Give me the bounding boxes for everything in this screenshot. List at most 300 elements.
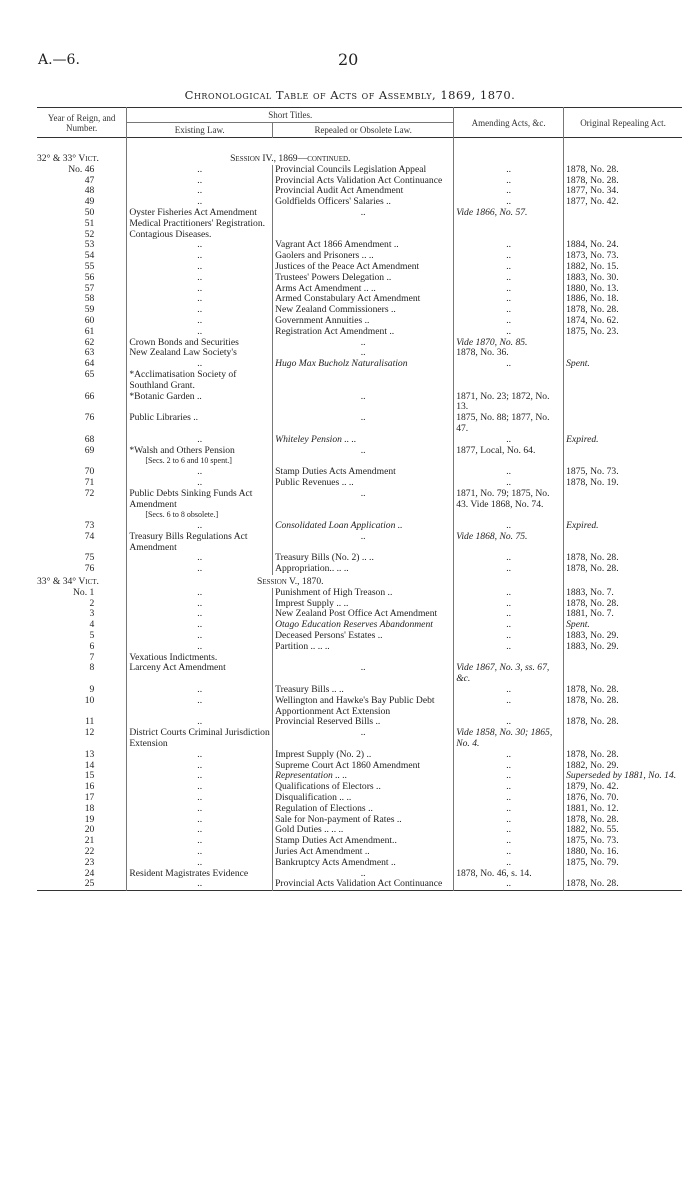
original-repealing-act: 1875, No. 73. — [564, 467, 682, 478]
repealed-law: Stamp Duties Act Amendment.. — [273, 836, 454, 847]
repealed-law: Appropriation.. .. .. — [273, 564, 454, 575]
existing-law: .. — [127, 273, 273, 284]
amending-acts: .. — [454, 782, 564, 793]
table-row — [37, 728, 682, 750]
original-repealing-act: 1884, No. 24. — [564, 240, 682, 251]
existing-law: .. — [127, 240, 273, 251]
repealed-law: Deceased Persons' Estates .. — [273, 631, 454, 642]
act-number: 51 — [84, 217, 95, 229]
repealed-law: Treasury Bills (No. 2) .. .. — [273, 553, 454, 564]
amending-acts: .. — [454, 771, 564, 782]
empty-cell — [454, 138, 564, 165]
existing-law: Larceny Act Amendment — [127, 663, 273, 685]
original-repealing-act: 1875, No. 73. — [564, 836, 682, 847]
amending-acts: .. — [454, 750, 564, 761]
act-number: No. 1 — [72, 586, 95, 598]
amending-acts: .. — [454, 294, 564, 305]
repealed-law: .. — [273, 348, 454, 359]
page-title: Chronological Table of Acts of Assembly, 1869, 1870. — [184, 88, 516, 102]
amending-acts: .. — [454, 273, 564, 284]
original-repealing-act — [564, 208, 682, 219]
existing-law: .. — [127, 316, 273, 327]
existing-law: .. — [127, 642, 273, 653]
amending-acts: .. — [454, 197, 564, 208]
existing-law: Treasury Bills Regulations Act Amendment — [127, 532, 273, 554]
original-repealing-act: 1873, No. 73. — [564, 251, 682, 262]
repealed-law: Provincial Acts Validation Act Continuance — [273, 176, 454, 187]
existing-law: .. — [127, 262, 273, 273]
repealed-law: Hugo Max Bucholz Naturalisation — [273, 359, 454, 370]
existing-law: Resident Magistrates Evidence — [127, 869, 273, 880]
act-number: 54 — [84, 250, 95, 262]
original-repealing-act: 1882, No. 55. — [564, 825, 682, 836]
existing-law: .. — [127, 836, 273, 847]
amending-acts: .. — [454, 599, 564, 610]
amending-acts: Vide 1858, No. 30; 1865, No. 4. — [454, 728, 564, 750]
amending-acts: .. — [454, 631, 564, 642]
repealed-law: New Zealand Commissioners .. — [273, 305, 454, 316]
repealed-law — [273, 219, 454, 230]
empty-cell — [564, 575, 682, 588]
amending-acts: .. — [454, 305, 564, 316]
amending-acts: .. — [454, 879, 564, 890]
existing-law: .. — [127, 197, 273, 208]
original-repealing-act: 1883, No. 29. — [564, 642, 682, 653]
act-number: 24 — [84, 867, 95, 879]
original-repealing-act: 1878, No. 28. — [564, 717, 682, 728]
col-year: Year of Reign, and Number. — [47, 112, 116, 133]
existing-law: .. — [127, 631, 273, 642]
act-number: 13 — [84, 748, 95, 760]
act-number: 11 — [85, 716, 95, 728]
original-repealing-act: 1878, No. 28. — [564, 564, 682, 575]
repealed-law: Provincial Reserved Bills .. — [273, 717, 454, 728]
original-repealing-act: 1875, No. 23. — [564, 327, 682, 338]
existing-law: Medical Practitioners' Registration. — [127, 219, 273, 230]
amending-acts: .. — [454, 359, 564, 370]
page-ref: A.—6. — [38, 52, 80, 68]
act-number: 62 — [84, 336, 95, 348]
amending-acts: .. — [454, 685, 564, 696]
col-existing: Existing Law. — [127, 123, 273, 138]
original-repealing-act: 1877, No. 42. — [564, 197, 682, 208]
act-number: 64 — [84, 358, 95, 370]
session-label: Session IV., 1869—continued. — [127, 138, 454, 165]
amending-acts: .. — [454, 847, 564, 858]
acts-table — [37, 107, 682, 891]
repealed-law: Stamp Duties Acts Amendment — [273, 467, 454, 478]
repealed-law: Sale for Non-payment of Rates .. — [273, 815, 454, 826]
original-repealing-act — [564, 392, 682, 414]
act-number: 19 — [84, 813, 95, 825]
amending-acts — [454, 370, 564, 392]
act-number: 55 — [84, 260, 95, 272]
amending-acts: Vide 1867, No. 3, ss. 67, &c. — [454, 663, 564, 685]
amending-acts: 1878, No. 36. — [454, 348, 564, 359]
repealed-law: Justices of the Peace Act Amendment — [273, 262, 454, 273]
amending-acts: 1871, No. 23; 1872, No. 13. — [454, 392, 564, 414]
act-number: 63 — [84, 347, 95, 359]
act-number: 66 — [84, 390, 95, 402]
original-repealing-act: Spent. — [564, 359, 682, 370]
amending-acts: .. — [454, 620, 564, 631]
original-repealing-act: 1882, No. 29. — [564, 761, 682, 772]
existing-law: .. — [127, 782, 273, 793]
repealed-law: Provincial Councils Legislation Appeal — [273, 165, 454, 176]
original-repealing-act: Superseded by 1881, No. 14. — [564, 771, 682, 782]
repealed-law: Imprest Supply (No. 2) .. — [273, 750, 454, 761]
session-label: Session V., 1870. — [127, 575, 454, 588]
repealed-law: Provincial Audit Act Amendment — [273, 186, 454, 197]
act-number: 15 — [84, 770, 95, 782]
existing-law: .. — [127, 553, 273, 564]
act-number: 74 — [84, 530, 95, 542]
original-repealing-act: 1874, No. 62. — [564, 316, 682, 327]
table-row — [37, 696, 682, 718]
original-repealing-act: 1878, No. 28. — [564, 305, 682, 316]
amending-acts: .. — [454, 588, 564, 599]
original-repealing-act: Spent. — [564, 620, 682, 631]
act-number: 22 — [84, 846, 95, 857]
repealed-law: Vagrant Act 1866 Amendment .. — [273, 240, 454, 251]
amending-acts: .. — [454, 435, 564, 446]
original-repealing-act — [564, 370, 682, 392]
repealed-law: .. — [273, 413, 454, 435]
existing-law: .. — [127, 761, 273, 772]
existing-law: .. — [127, 696, 273, 718]
existing-law: .. — [127, 879, 273, 890]
existing-law: Contagious Diseases. — [127, 230, 273, 241]
original-repealing-act: 1881, No. 12. — [564, 804, 682, 815]
table-row — [37, 879, 682, 890]
existing-law: .. — [127, 251, 273, 262]
act-number: 2 — [89, 597, 95, 609]
existing-law: Public Debts Sinking Funds Act Amendment [Secs. 6 to 8 obsolete.] — [127, 489, 273, 521]
original-repealing-act: 1878, No. 28. — [564, 553, 682, 564]
col-repealed: Repealed or Obsolete Law. — [273, 123, 454, 138]
repealed-law: .. — [273, 338, 454, 349]
existing-law: .. — [127, 825, 273, 836]
table-row — [37, 750, 682, 761]
repealed-law: Imprest Supply .. .. — [273, 599, 454, 610]
col-short-titles: Short Titles. — [127, 108, 454, 123]
col-amending: Amending Acts, &c. — [454, 108, 564, 138]
existing-law: .. — [127, 327, 273, 338]
existing-law: .. — [127, 165, 273, 176]
existing-law: .. — [127, 771, 273, 782]
repealed-law: Representation .. .. — [273, 771, 454, 782]
repealed-law: .. — [273, 446, 454, 468]
amending-acts: .. — [454, 553, 564, 564]
original-repealing-act: 1878, No. 28. — [564, 879, 682, 890]
original-repealing-act: 1877, No. 34. — [564, 186, 682, 197]
act-number: 76 — [84, 412, 95, 424]
repealed-law: .. — [273, 392, 454, 414]
act-number: 9 — [89, 684, 95, 696]
act-number: 72 — [84, 487, 95, 499]
act-number: 14 — [84, 759, 95, 771]
original-repealing-act: 1878, No. 28. — [564, 815, 682, 826]
act-number: 6 — [89, 640, 95, 652]
original-repealing-act: 1881, No. 7. — [564, 609, 682, 620]
act-number: 60 — [84, 314, 95, 326]
amending-acts: .. — [454, 521, 564, 532]
existing-law: .. — [127, 847, 273, 858]
repealed-law: .. — [273, 489, 454, 521]
existing-law: .. — [127, 305, 273, 316]
act-number: 57 — [84, 282, 95, 294]
act-number: 61 — [84, 325, 95, 337]
amending-acts: 1875, No. 88; 1877, No. 47. — [454, 413, 564, 435]
existing-law: .. — [127, 815, 273, 826]
existing-law: .. — [127, 359, 273, 370]
existing-law: .. — [127, 588, 273, 599]
act-number: 73 — [84, 520, 95, 532]
repealed-law: Trustees' Powers Delegation .. — [273, 273, 454, 284]
act-number: 5 — [89, 630, 95, 642]
existing-law: .. — [127, 858, 273, 869]
amending-acts: .. — [454, 815, 564, 826]
original-repealing-act: 1880, No. 13. — [564, 284, 682, 295]
table-row — [37, 663, 682, 685]
original-repealing-act: 1886, No. 18. — [564, 294, 682, 305]
amending-acts: Vide 1870, No. 85. — [454, 338, 564, 349]
act-number: 12 — [84, 727, 95, 739]
amending-acts: .. — [454, 240, 564, 251]
original-repealing-act: 1878, No. 28. — [564, 176, 682, 187]
existing-law: .. — [127, 685, 273, 696]
existing-law: .. — [127, 284, 273, 295]
amending-acts: .. — [454, 717, 564, 728]
existing-law: Public Libraries .. — [127, 413, 273, 435]
amending-acts: .. — [454, 478, 564, 489]
act-number: 68 — [84, 433, 95, 445]
act-number: 3 — [89, 608, 95, 620]
original-repealing-act: Expired. — [564, 435, 682, 446]
act-number: 21 — [84, 835, 95, 847]
act-number: 71 — [84, 476, 95, 488]
act-number: 48 — [84, 185, 95, 197]
table-row — [37, 165, 682, 176]
existing-law: .. — [127, 521, 273, 532]
existing-law: .. — [127, 793, 273, 804]
existing-law: Oyster Fisheries Act Amendment — [127, 208, 273, 219]
original-repealing-act: 1878, No. 28. — [564, 599, 682, 610]
existing-law: .. — [127, 176, 273, 187]
repealed-law: Whiteley Pension .. .. — [273, 435, 454, 446]
act-number: 7 — [89, 651, 95, 663]
amending-acts: .. — [454, 262, 564, 273]
act-number: 50 — [84, 206, 95, 218]
act-number: 10 — [84, 694, 95, 706]
original-repealing-act — [564, 489, 682, 521]
original-repealing-act: 1878, No. 28. — [564, 165, 682, 176]
act-number: 53 — [84, 239, 95, 251]
existing-law: *Acclimatisation Society of Southland Grant. — [127, 370, 273, 392]
act-number: No. 46 — [68, 163, 95, 175]
existing-law: District Courts Criminal Jurisdiction Extension — [127, 728, 273, 750]
original-repealing-act — [564, 413, 682, 435]
table-row — [37, 273, 682, 284]
repealed-law: Public Revenues .. .. — [273, 478, 454, 489]
section-note: [Secs. 6 to 8 obsolete.] — [145, 510, 219, 520]
col-original: Original Repealing Act. — [564, 108, 682, 138]
original-repealing-act — [564, 532, 682, 554]
original-repealing-act: 1883, No. 7. — [564, 588, 682, 599]
existing-law: .. — [127, 186, 273, 197]
amending-acts: .. — [454, 761, 564, 772]
session-year: 33° & 34° Vict. — [37, 576, 99, 588]
amending-acts: .. — [454, 696, 564, 718]
repealed-law: Supreme Court Act 1860 Amendment — [273, 761, 454, 772]
act-number: 20 — [84, 824, 95, 836]
amending-acts: .. — [454, 642, 564, 653]
act-number: 56 — [84, 271, 95, 283]
act-number: 4 — [89, 619, 95, 631]
amending-acts: .. — [454, 836, 564, 847]
act-number: 17 — [84, 792, 95, 804]
original-repealing-act: 1879, No. 42. — [564, 782, 682, 793]
amending-acts: .. — [454, 186, 564, 197]
act-number: 75 — [84, 552, 95, 564]
existing-law: *Walsh and Others Pension [Secs. 2 to 6 and 10 spent.] — [127, 446, 273, 468]
original-repealing-act: Expired. — [564, 521, 682, 532]
table-row — [37, 564, 682, 575]
repealed-law: Armed Constabulary Act Amendment — [273, 294, 454, 305]
amending-acts: .. — [454, 564, 564, 575]
repealed-law: Bankruptcy Acts Amendment .. — [273, 858, 454, 869]
act-number: 69 — [84, 444, 95, 456]
original-repealing-act: 1880, No. 16. — [564, 847, 682, 858]
repealed-law: Goldfields Officers' Salaries .. — [273, 197, 454, 208]
existing-law: .. — [127, 564, 273, 575]
existing-law: .. — [127, 609, 273, 620]
page-number: 20 — [338, 50, 359, 69]
existing-law: .. — [127, 750, 273, 761]
table-row — [37, 804, 682, 815]
empty-cell — [564, 138, 682, 165]
amending-acts: .. — [454, 327, 564, 338]
repealed-law: Treasury Bills .. .. — [273, 685, 454, 696]
original-repealing-act — [564, 728, 682, 750]
original-repealing-act — [564, 338, 682, 349]
act-number: 23 — [84, 856, 95, 868]
original-repealing-act — [564, 446, 682, 468]
session-year: 32° & 33° Vict. — [37, 153, 99, 164]
table-row — [37, 392, 682, 414]
repealed-law: Provincial Acts Validation Act Continuance — [273, 879, 454, 890]
existing-law: .. — [127, 804, 273, 815]
repealed-law: Gold Duties .. .. .. — [273, 825, 454, 836]
act-number: 8 — [89, 662, 95, 674]
act-number: 52 — [84, 228, 95, 240]
repealed-law: .. — [273, 532, 454, 554]
repealed-law — [273, 370, 454, 392]
table-row — [37, 532, 682, 554]
act-number: 76 — [84, 563, 95, 575]
repealed-law: Registration Act Amendment .. — [273, 327, 454, 338]
existing-law: Vexatious Indictments. — [127, 653, 273, 664]
existing-law: .. — [127, 435, 273, 446]
amending-acts: .. — [454, 316, 564, 327]
repealed-law: Government Annuities .. — [273, 316, 454, 327]
original-repealing-act — [564, 653, 682, 664]
act-number: 25 — [84, 878, 95, 890]
amending-acts: .. — [454, 165, 564, 176]
repealed-law: Regulation of Elections .. — [273, 804, 454, 815]
amending-acts: .. — [454, 176, 564, 187]
table-row — [37, 413, 682, 435]
repealed-law: Arms Act Amendment .. .. — [273, 284, 454, 295]
table-row — [37, 489, 682, 521]
repealed-law: .. — [273, 728, 454, 750]
existing-law: Crown Bonds and Securities — [127, 338, 273, 349]
existing-law: .. — [127, 717, 273, 728]
amending-acts: Vide 1868, No. 75. — [454, 532, 564, 554]
act-number: 47 — [84, 174, 95, 186]
existing-law: *Botanic Garden .. — [127, 392, 273, 414]
act-number: 70 — [84, 466, 95, 478]
existing-law: .. — [127, 478, 273, 489]
amending-acts: .. — [454, 251, 564, 262]
act-number: 58 — [84, 293, 95, 305]
repealed-law: .. — [273, 663, 454, 685]
table-row — [37, 446, 682, 468]
amending-acts: .. — [454, 858, 564, 869]
existing-law: New Zealand Law Society's — [127, 348, 273, 359]
original-repealing-act — [564, 219, 682, 230]
act-number: 59 — [84, 304, 95, 316]
act-number: 65 — [84, 368, 95, 380]
repealed-law: Disqualification .. .. — [273, 793, 454, 804]
existing-law: .. — [127, 620, 273, 631]
repealed-law: .. — [273, 208, 454, 219]
amending-acts — [454, 219, 564, 230]
table-body — [37, 138, 682, 891]
repealed-law: Qualifications of Electors .. — [273, 782, 454, 793]
amending-acts: .. — [454, 284, 564, 295]
original-repealing-act: 1878, No. 28. — [564, 750, 682, 761]
original-repealing-act — [564, 663, 682, 685]
amending-acts: .. — [454, 804, 564, 815]
repealed-law: Otago Education Reserves Abandonment — [273, 620, 454, 631]
amending-acts: Vide 1866, No. 57. — [454, 208, 564, 219]
section-note: [Secs. 2 to 6 and 10 spent.] — [145, 456, 232, 466]
amending-acts: .. — [454, 825, 564, 836]
act-number: 16 — [84, 781, 95, 793]
repealed-law: New Zealand Post Office Act Amendment — [273, 609, 454, 620]
amending-acts: .. — [454, 609, 564, 620]
repealed-law: Consolidated Loan Application .. — [273, 521, 454, 532]
original-repealing-act: 1878, No. 19. — [564, 478, 682, 489]
repealed-law: .. — [273, 869, 454, 880]
repealed-law: Partition .. .. .. — [273, 642, 454, 653]
repealed-law: Punishment of High Treason .. — [273, 588, 454, 599]
amending-acts: 1871, No. 79; 1875, No. 43. Vide 1868, No. 74. — [454, 489, 564, 521]
amending-acts: .. — [454, 793, 564, 804]
original-repealing-act: 1883, No. 29. — [564, 631, 682, 642]
amending-acts: .. — [454, 467, 564, 478]
original-repealing-act: 1882, No. 15. — [564, 262, 682, 273]
amending-acts: 1877, Local, No. 64. — [454, 446, 564, 468]
original-repealing-act: 1878, No. 28. — [564, 685, 682, 696]
existing-law: .. — [127, 467, 273, 478]
original-repealing-act: 1876, No. 70. — [564, 793, 682, 804]
existing-law: .. — [127, 294, 273, 305]
existing-law: .. — [127, 599, 273, 610]
table-row — [37, 370, 682, 392]
act-number: 49 — [84, 196, 95, 208]
